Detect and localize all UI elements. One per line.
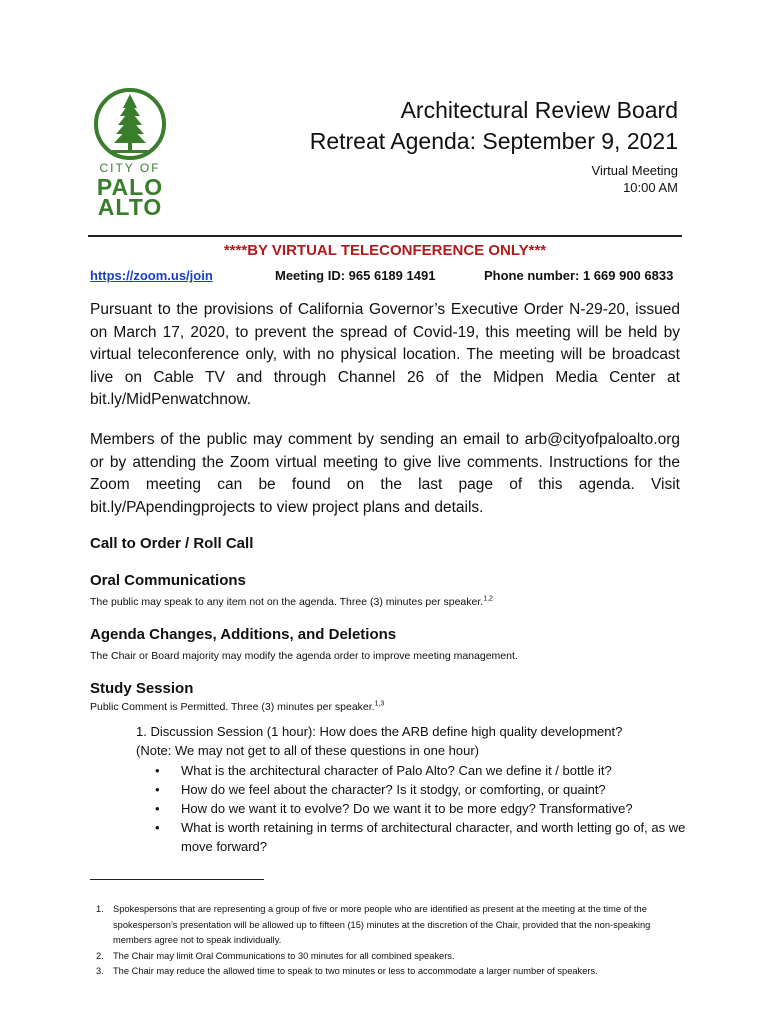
logo-city-of: CITY OF xyxy=(99,161,161,175)
footnote-number: 3. xyxy=(96,966,104,976)
agenda-changes-text: The Chair or Board majority may modify the agenda order to improve meeting management. xyxy=(90,650,518,662)
heading-agenda-changes: Agenda Changes, Additions, and Deletions xyxy=(90,626,397,643)
discussion-line-1: 1. Discussion Session (1 hour): How does the ARB define high quality development? xyxy=(136,724,623,739)
footnote-number: 2. xyxy=(96,950,104,961)
list-item xyxy=(152,780,692,799)
heading-oral-communications: Oral Communications xyxy=(90,572,246,589)
list-item xyxy=(152,761,692,780)
title-line-1: Architectural Review Board xyxy=(400,97,678,123)
public-comment-paragraph: Members of the public may comment by sending an email to arb@cityofpaloalto.org or by attending the Zoom virtual meeting to give live comments. Instructions for the Zoom meeting can be found on the last page of this agenda. Visit bit.ly/PApendingprojects to view project plans and details. xyxy=(90,431,680,516)
footnote-divider xyxy=(90,879,264,880)
study-text: Public Comment is Permitted. Three (3) minutes per speaker. xyxy=(90,701,375,713)
meeting-id: Meeting ID: 965 6189 1491 xyxy=(275,268,436,283)
list-item-text: What is worth retaining in terms of architectural character, and worth letting go of, as we move forward? xyxy=(181,820,686,854)
study-footnote-ref: 1,3 xyxy=(374,700,385,708)
footnote xyxy=(90,949,682,965)
footnote xyxy=(90,964,682,980)
discussion-questions xyxy=(152,761,692,856)
list-item-text: How do we feel about the character? Is it stodgy, or comforting, or quaint? xyxy=(181,782,606,797)
footnote-text: The Chair may limit Oral Communications to 30 minutes for all combined speakers. xyxy=(113,950,455,961)
oral-text: The public may speak to any item not on the agenda. Three (3) minutes per speaker. xyxy=(90,596,484,608)
meeting-type: Virtual Meeting xyxy=(591,163,678,178)
tree-icon xyxy=(90,88,170,160)
footnotes xyxy=(90,902,682,980)
bullet-icon: • xyxy=(155,801,160,816)
logo-alto: ALTO xyxy=(97,194,163,220)
oral-footnote-ref: 1,2 xyxy=(483,595,493,603)
list-item xyxy=(152,799,692,818)
footnote xyxy=(90,902,682,949)
bullet-icon: • xyxy=(155,820,160,835)
list-item-text: What is the architectural character of Palo Alto? Can we define it / bottle it? xyxy=(181,763,612,778)
study-session-text xyxy=(90,700,384,714)
bullet-icon: • xyxy=(155,763,160,778)
virtual-notice: ****BY VIRTUAL TELECONFERENCE ONLY*** xyxy=(223,242,547,259)
phone-number: Phone number: 1 669 900 6833 xyxy=(484,268,674,283)
title-line-2: Retreat Agenda: September 9, 2021 xyxy=(309,128,678,154)
meeting-details xyxy=(592,162,678,196)
heading-study-session: Study Session xyxy=(90,680,194,697)
list-item-text: How do we want it to evolve? Do we want it to be more edgy? Transformative? xyxy=(181,801,633,816)
city-logo xyxy=(90,88,170,218)
zoom-link[interactable]: https://zoom.us/join xyxy=(90,268,213,283)
heading-call-to-order: Call to Order / Roll Call xyxy=(90,535,254,552)
bullet-icon: • xyxy=(155,782,160,797)
page-title xyxy=(310,95,678,157)
footnote-text: The Chair may reduce the allowed time to speak to two minutes or less to accommodate a larger number of speakers. xyxy=(113,966,598,976)
discussion-session xyxy=(136,722,696,760)
discussion-line-2: (Note: We may not get to all of these questions in one hour) xyxy=(136,743,480,758)
oral-communications-text xyxy=(90,595,493,609)
meeting-time: 10:00 AM xyxy=(623,180,678,195)
executive-order-paragraph: Pursuant to the provisions of California Governor’s Executive Order N-29-20, issued on March 17, 2020, to prevent the spread of Covid-19, this meeting will be held by virtual teleconference only, with no physical location. The meeting will be broadcast live on Cable TV and through Channel 26 of the Midpen Media Center at bit.ly/MidPenwatchnow. xyxy=(90,301,680,408)
footnote-number: 1. xyxy=(96,904,104,914)
list-item xyxy=(152,818,692,856)
footnote-text: Spokespersons that are representing a group of five or more people who are identified as present at the meeting at the time of the spokesperson’s presentation will be allowed up to fifteen (15) minutes at the discretion of the Chair, provided that the non-speaking members agree not to speak individually. xyxy=(113,904,651,945)
logo-palo: PALO xyxy=(96,174,164,200)
header-divider xyxy=(88,235,682,237)
